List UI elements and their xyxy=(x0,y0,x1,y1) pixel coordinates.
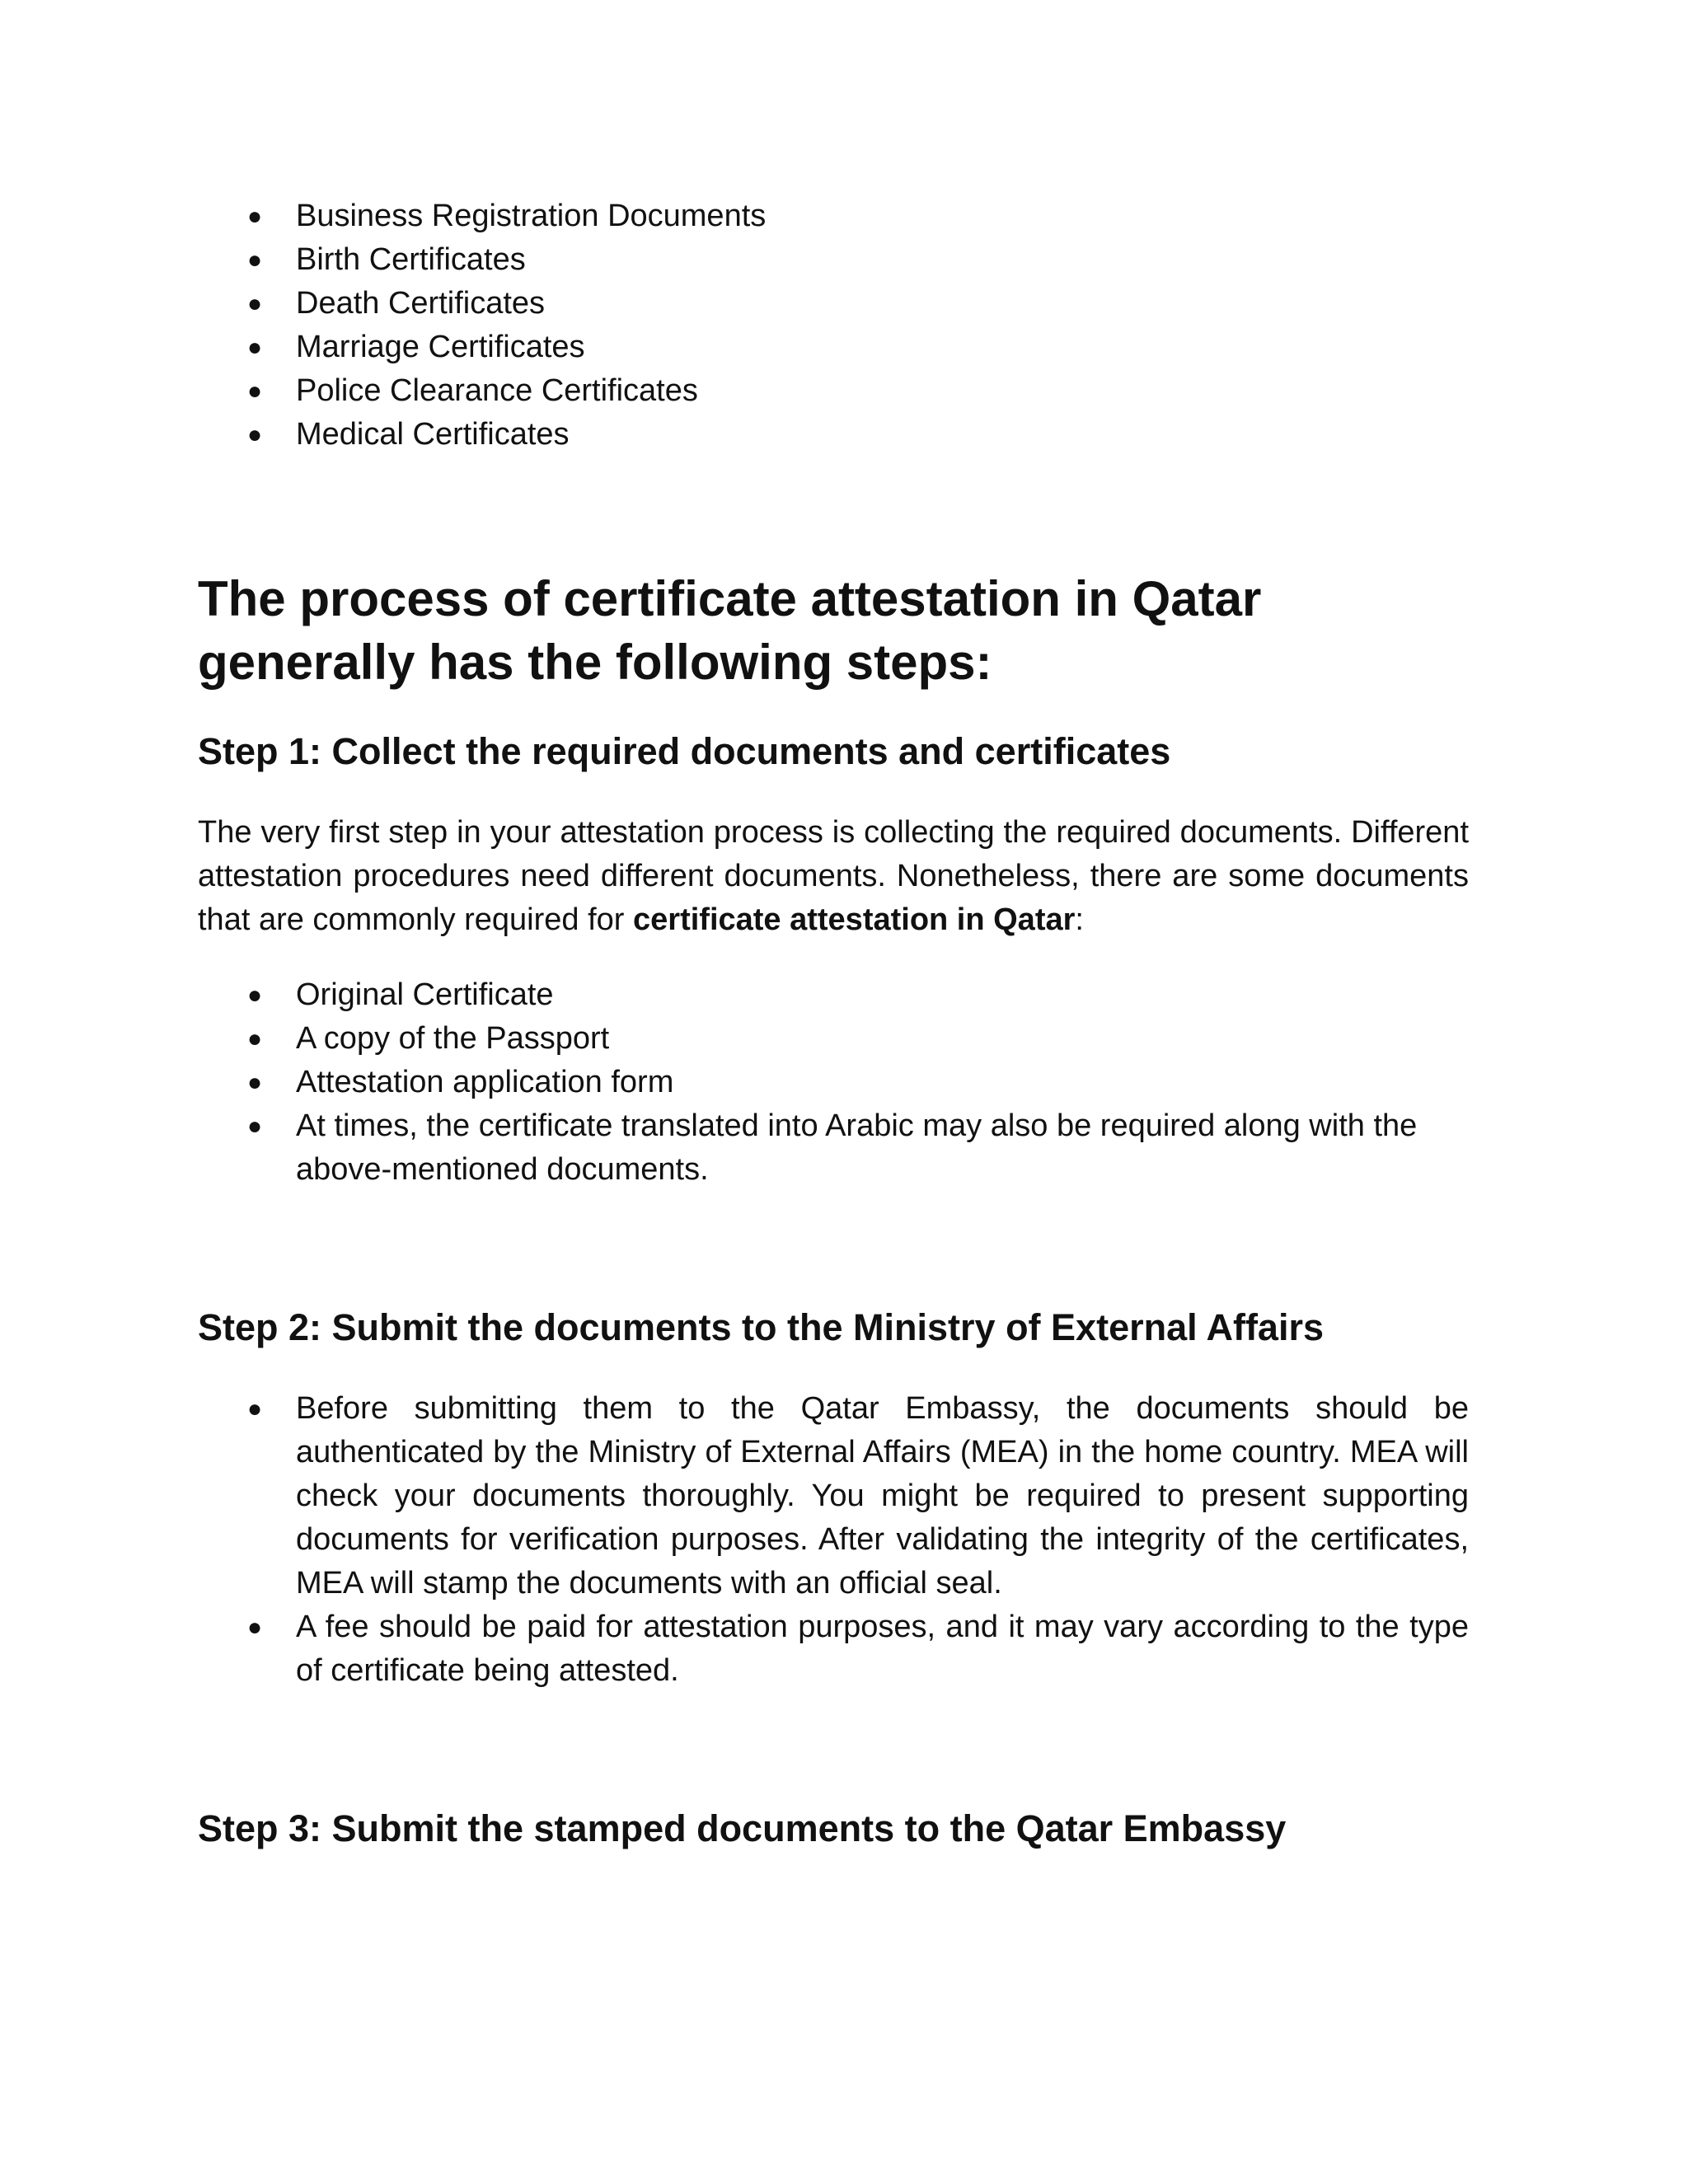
step1-paragraph xyxy=(198,811,1469,942)
list-item xyxy=(198,238,1469,282)
bullet-icon: ● xyxy=(247,1113,263,1140)
list-item xyxy=(198,973,1469,1017)
list-item xyxy=(198,282,1469,326)
step2-heading: Step 2: Submit the documents to the Ministry of External Affairs xyxy=(198,1306,1324,1348)
bullet-icon: ● xyxy=(247,290,263,317)
list-item xyxy=(198,1104,1469,1192)
bullet-icon: ● xyxy=(247,1614,263,1641)
list-item xyxy=(198,413,1469,457)
list-item xyxy=(198,1605,1469,1693)
list-item-text: At times, the certificate translated into Arabic may also be required along with the above-mentioned documents. xyxy=(296,1108,1418,1187)
bullet-icon: ● xyxy=(247,1069,263,1096)
bullet-icon: ● xyxy=(247,203,263,230)
bullet-icon: ● xyxy=(247,421,263,448)
list-item-text: Original Certificate xyxy=(296,977,554,1012)
list-item-text: Birth Certificates xyxy=(296,242,526,277)
step3-heading: Step 3: Submit the stamped documents to the Qatar Embassy xyxy=(198,1807,1287,1849)
list-item xyxy=(198,194,1469,238)
step1-paragraph-text: The very first step in your attestation process is collecting the required documents. Different attestation procedures need different documents. Nonetheless, there are some documents that are commonly required for xyxy=(198,815,1469,937)
list-item-text: Police Clearance Certificates xyxy=(296,373,698,408)
list-item xyxy=(198,1017,1469,1061)
step1-paragraph-bold: certificate attestation in Qatar xyxy=(633,902,1076,937)
list-item-text: Death Certificates xyxy=(296,286,546,321)
page-content xyxy=(198,194,1469,1854)
list-item xyxy=(198,326,1469,369)
list-item-text: Before submitting them to the Qatar Embassy, the documents should be authenticated by the Ministry of External Affairs (MEA) in the home country. MEA will check your documents thoroughly. You might be required to present supporting documents for verification purposes. After validating the integrity of the certificates, MEA will stamp the documents with an official seal. xyxy=(296,1391,1469,1601)
bullet-icon: ● xyxy=(247,377,263,405)
list-item-text: Business Registration Documents xyxy=(296,199,767,233)
list-item xyxy=(198,369,1469,413)
list-item-text: Attestation application form xyxy=(296,1065,674,1099)
list-item-text: Marriage Certificates xyxy=(296,330,585,364)
main-heading: The process of certificate attestation in Qatar generally has the following steps: xyxy=(198,571,1262,690)
step1-heading: Step 1: Collect the required documents and certificates xyxy=(198,730,1171,772)
bullet-icon: ● xyxy=(247,982,263,1009)
list-item xyxy=(198,1387,1469,1605)
step1-paragraph-end: : xyxy=(1075,902,1084,937)
list-item xyxy=(198,1061,1469,1104)
list-item-text: A copy of the Passport xyxy=(296,1021,610,1056)
bullet-icon: ● xyxy=(247,246,263,274)
step1-documents-list xyxy=(198,973,1469,1192)
bullet-icon: ● xyxy=(247,1395,263,1422)
document-types-list xyxy=(198,194,1469,457)
list-item-text: Medical Certificates xyxy=(296,417,570,452)
bullet-icon: ● xyxy=(247,334,263,361)
step2-list xyxy=(198,1387,1469,1693)
list-item-text: A fee should be paid for attestation purposes, and it may vary according to the type of certificate being attested. xyxy=(296,1610,1469,1688)
bullet-icon: ● xyxy=(247,1025,263,1052)
